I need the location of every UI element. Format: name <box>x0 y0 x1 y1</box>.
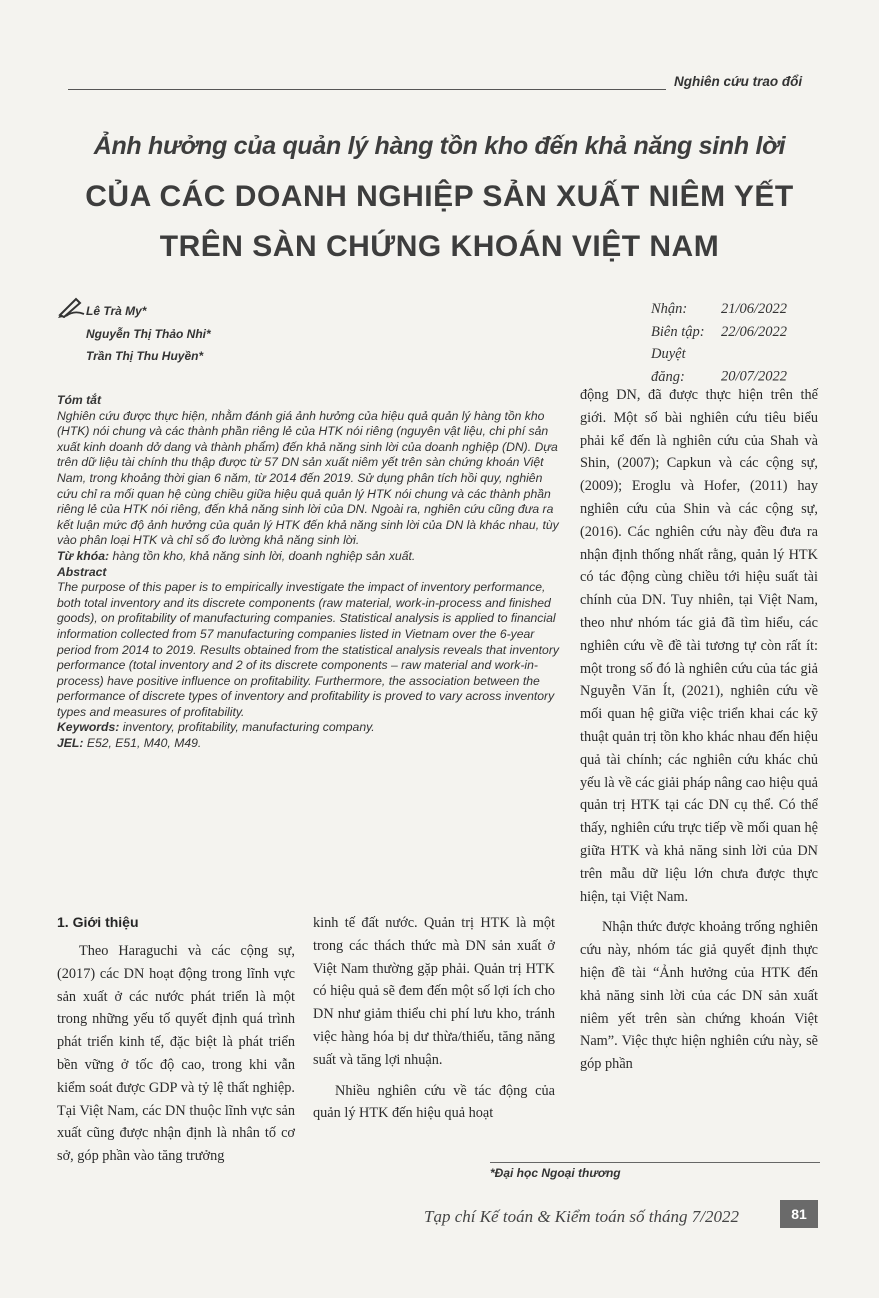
keywords-vi: Từ khóa: hàng tồn kho, khả năng sinh lời, doanh nghiệp sản xuất. <box>57 548 416 563</box>
body-column-right <box>580 384 818 1076</box>
paragraph: kinh tế đất nước. Quản trị HTK là một trong các thách thức mà DN sản xuất ở Việt Nam thường gặp phải. Quản trị HTK có hiệu quả sẽ đem đến một số lợi ích cho DN như giảm thiểu chi phí lưu kho, tránh việc hàng hóa bị dư thừa/thiếu, tăng năng suất và tăng lợi nhuận. <box>313 915 555 1068</box>
jel-codes: JEL: E52, E51, M40, M49. <box>57 736 202 751</box>
page-number: 81 <box>780 1200 818 1228</box>
section-label: Nghiên cứu trao đổi <box>674 74 803 89</box>
keywords-en: Keywords: inventory, profitability, manufacturing company. <box>57 720 375 735</box>
author-affiliation: *Đại học Ngoại thương <box>490 1166 621 1180</box>
paragraph: Nhiều nghiên cứu về tác động của quản lý HTK đến hiệu quả hoạt <box>313 1082 555 1122</box>
author-1: Lê Trà My* <box>86 304 147 318</box>
article-title-line-3: TRÊN SÀN CHỨNG KHOÁN VIỆT NAM <box>159 230 720 263</box>
author-2: Nguyễn Thị Thảo Nhi* <box>86 327 211 341</box>
body-column-middle <box>313 912 555 1125</box>
paragraph: động DN, đã được thực hiện trên thế giới. Một số bài nghiên cứu tiêu biểu phải kể đến là nghiên cứu của Shah và Shin, (2007); Capkun và các cộng sự, (2009); Eroglu và Hofer, (2011) hay nghiên cứu của Shin và các cộng sự, (2016). Các nghiên cứu này đều đưa ra nhận định thống nhất rằng, quản lý HTK có tác động cùng chiều tới hiệu suất tài chính của DN. Tuy nhiên, tại Việt Nam, theo như nhóm tác giả đã tìm hiểu, các nghiên cứu về đề tài tương tự còn rất ít: một trong số đó là nghiên cứu của tác giả Nguyễn Văn Ít, (2021), nghiên cứu về mối quan hệ giữa việc triển khai các kỹ thuật quản trị tồn kho khác nhau đến hiệu quả tài chính; các nghiên cứu khác chủ yếu là về các giải pháp nâng cao hiệu quả quản trị HTK tại các DN cụ thể. Có thể thấy, nghiên cứu trực tiếp về mối quan hệ giữa HTK và khả năng sinh lời của DN trên mẫu dữ liệu lớn chưa được thực hiện, tại Việt Nam. <box>580 387 818 905</box>
paragraph: Nhận thức được khoảng trống nghiên cứu này, nhóm tác giả quyết định thực hiện đề tài “Ảnh hưởng của HTK đến khả năng sinh lời của các DN sản xuất niêm yết trên sàn chứng khoán Việt Nam”. Việc thực hiện nghiên cứu này, sẽ góp phần <box>580 919 818 1073</box>
paragraph: Theo Haraguchi và các cộng sự, (2017) các DN hoạt động trong lĩnh vực sản xuất ở các nước phát triển là một trong những yếu tố quyết định quá trình phát triển kinh tế, đặc biệt là phát triển bền vững ở tốc độ cao, trong khi vẫn kiểm soát được GDP và tỷ lệ thất nghiệp. Tại Việt Nam, các DN thuộc lĩnh vực sản xuất cũng được nhận định là nhân tố cơ sở, góp phần vào tăng trưởng <box>57 943 295 1165</box>
section-title: 1. Giới thiệu <box>57 914 139 930</box>
body-column-left <box>57 940 295 1168</box>
date-received: Nhận: 21/06/2022 <box>651 301 788 317</box>
abstract-en-text: The purpose of this paper is to empirically investigate the impact of inventory performance, both total inventory and its discrete components (raw material, work-in-process and finished goods), on profitability of manufacturing companies. Statistical analysis is applied to financial information collected from 57 manufacturing companies listed in Vietnam over the 6-year period from 2014 to 2019. Results obtained from the statistical analysis reveals that inventory performance (total inventory and 2 of its discrete components – raw material and work-in-process) have positive influence on profitability. Furthermore, the association between the performance of discrete types of inventory and profitability is proved to vary across inventory types and measures of profitability. <box>57 580 559 719</box>
article-title-line-2: CỦA CÁC DOANH NGHIỆP SẢN XUẤT NIÊM YẾT <box>85 180 794 213</box>
date-edited: Biên tập: 22/06/2022 <box>651 323 788 340</box>
journal-name: Tạp chí Kế toán & Kiểm toán số tháng 7/2022 <box>424 1207 739 1226</box>
author-3: Trần Thị Thu Huyền* <box>86 349 204 363</box>
abstract-en-heading: Abstract <box>57 564 107 579</box>
abstract-box <box>57 393 563 752</box>
article-title-line-1: Ảnh hưởng của quản lý hàng tồn kho đến khả năng sinh lời <box>93 132 786 160</box>
header-rule <box>68 89 666 90</box>
article-dates <box>651 298 787 388</box>
abstract-vi-heading: Tóm tắt <box>57 393 102 407</box>
pen-icon <box>58 296 86 318</box>
affiliation-rule <box>490 1162 820 1163</box>
date-approved: Duyệt đăng: 20/07/2022 <box>651 346 788 385</box>
abstract-vi-text: Nghiên cứu được thực hiện, nhằm đánh giá ảnh hưởng của hiệu quả quản lý hàng tồn kho (HTK) nói chung và các thành phần riêng lẻ của HTK nói riêng (nguyên vật liệu, chi phí sản xuất kinh doanh dở dang và thành phẩm) đến khả năng sinh lời của doanh nghiệp (DN). Dựa trên dữ liệu tài chính thu thập được từ 57 DN sản xuất niêm yết trên sàn chứng khoán Việt Nam, trong khoảng thời gian 6 năm, từ 2014 đến 2019. Sử dụng phân tích hồi quy, nghiên cứu chỉ ra mối quan hệ cùng chiều giữa hiệu quả quản lý HTK nói chung và các thành phần riêng lẻ của HTK nói riêng, đến khả năng sinh lời của DN. Ngoài ra, nghiên cứu cũng đưa ra kết luận mức độ ảnh hưởng của quản lý HTK đến khả năng sinh lời của DN là khác nhau, tùy vào phân loại HTK và chỉ số đo lường khả năng sinh lời. <box>57 408 559 548</box>
